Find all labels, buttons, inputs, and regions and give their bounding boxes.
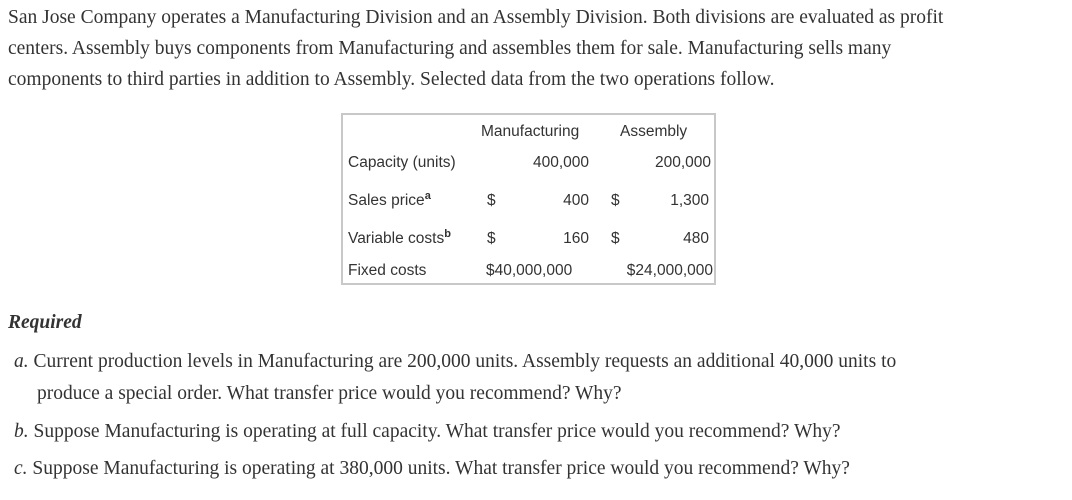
- cell-asm-fixed-costs: $24,000,000: [626, 262, 713, 279]
- cell-mfg-variable-currency: $: [487, 230, 496, 247]
- row-label-sales-price: Sales price$^a$: [348, 190, 431, 209]
- cell-mfg-capacity: 400,000: [532, 154, 589, 171]
- question-c-text: Suppose Manufacturing is operating at 380,000 units. What transfer price would you recommend? Why?: [32, 458, 850, 479]
- question-a-text: Current production levels in Manufacturing are 200,000 units. Assembly requests an additional 40,000 units to: [33, 351, 897, 372]
- question-c-letter: c.: [14, 458, 28, 479]
- required-heading: Required: [8, 312, 82, 333]
- question-b-letter: b.: [14, 421, 29, 442]
- cell-mfg-sales-price: 400: [563, 192, 589, 209]
- question-a: [14, 351, 896, 373]
- cell-mfg-fixed-costs: $40,000,000: [486, 262, 573, 279]
- header-manufacturing: Manufacturing: [481, 123, 580, 140]
- data-table: [341, 113, 716, 285]
- question-c: [14, 458, 850, 480]
- cell-mfg-sales-currency: $: [487, 192, 496, 209]
- cell-asm-variable-currency: $: [611, 230, 620, 247]
- footnote-marker-a: a: [424, 190, 431, 202]
- row-label-capacity: Capacity (units): [348, 154, 456, 171]
- row-label-fixed-costs: Fixed costs: [348, 262, 427, 279]
- question-a-continuation: produce a special order. What transfer price would you recommend? Why?: [37, 383, 622, 404]
- header-assembly: Assembly: [620, 123, 688, 140]
- row-label-variable-costs: Variable costs$^b$: [348, 228, 451, 247]
- cell-asm-variable-costs: 480: [683, 230, 709, 247]
- footnote-marker-b: b: [444, 228, 451, 240]
- intro-line-2: centers. Assembly buys components from Manufacturing and assembles them for sale. Manufacturing sells many: [8, 38, 892, 59]
- intro-line-1: San Jose Company operates a Manufacturing Division and an Assembly Division. Both divisions are evaluated as profit: [8, 7, 944, 28]
- cell-asm-sales-currency: $: [611, 192, 620, 209]
- question-b: [14, 421, 841, 443]
- cell-asm-sales-price: 1,300: [670, 192, 709, 209]
- intro-paragraph: [8, 2, 1068, 95]
- cell-asm-capacity: 200,000: [654, 154, 711, 171]
- question-b-text: Suppose Manufacturing is operating at full capacity. What transfer price would you recommend? Why?: [33, 421, 841, 442]
- intro-line-3: components to third parties in addition to Assembly. Selected data from the two operations follow.: [8, 69, 775, 90]
- question-a-letter: a.: [14, 351, 29, 372]
- cell-mfg-variable-costs: 160: [563, 230, 589, 247]
